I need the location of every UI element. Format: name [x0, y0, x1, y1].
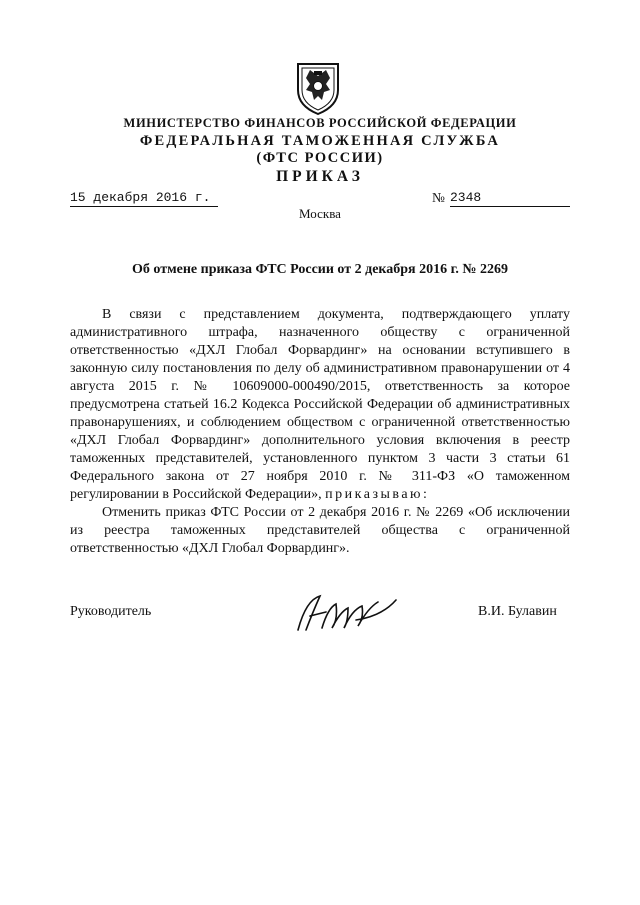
service-name: ФЕДЕРАЛЬНАЯ ТАМОЖЕННАЯ СЛУЖБА — [139, 133, 501, 149]
signer-name: В.И. Булавин — [478, 604, 557, 619]
signatory-role: Руководитель — [70, 604, 152, 619]
body-paragraph-2: Отменить приказ ФТС России от 2 декабря 2016 г. № 2269 «Об исключении из реестра таможенных представителей общества с ограниченной ответственностью «ДХЛ Глобал Форвардинг». — [70, 505, 570, 556]
signature-icon — [292, 590, 402, 638]
city: Москва — [299, 206, 341, 221]
document-date: 15 декабря 2016 г. — [70, 190, 218, 207]
body-paragraph-1 — [70, 306, 570, 504]
service-abbreviation: (ФТС РОССИИ) — [256, 150, 384, 166]
document-number: 2348 — [450, 190, 570, 207]
number-label: № — [432, 190, 445, 205]
document-title: Об отмене приказа ФТС России от 2 декабря 2016 г. № 2269 — [132, 262, 508, 277]
document-type: ПРИКАЗ — [276, 168, 364, 185]
order-keyword: приказываю: — [325, 487, 430, 502]
paragraph-1-text: В связи с представлением документа, подтверждающего уплату административного штрафа, назначенного обществу с ограниченной ответственностью «ДХЛ Глобал Форвардинг» на основании вступившего в законную силу постановления по делу об административном правонарушении от 4 августа 2015 г. № 10609000-000490/2015, ответственность за которое предусмотрена статьей 16.2 Кодекса Российской Федерации об административных правонарушениях, и соблюдением обществом с ограниченной ответственностью «ДХЛ Глобал Форвардинг» дополнительного условия включения в реестр таможенных представителей, установленного пунктом 3 части 3 статьи 61 Федерального закона от 27 ноября 2010 г. № 311-ФЗ «О таможенном регулировании в Российской Федерации», — [70, 307, 570, 502]
ministry-name: МИНИСТЕРСТВО ФИНАНСОВ РОССИЙСКОЙ ФЕДЕРАЦИИ — [123, 116, 517, 130]
document-body — [70, 306, 570, 558]
coat-of-arms-icon — [292, 60, 344, 116]
